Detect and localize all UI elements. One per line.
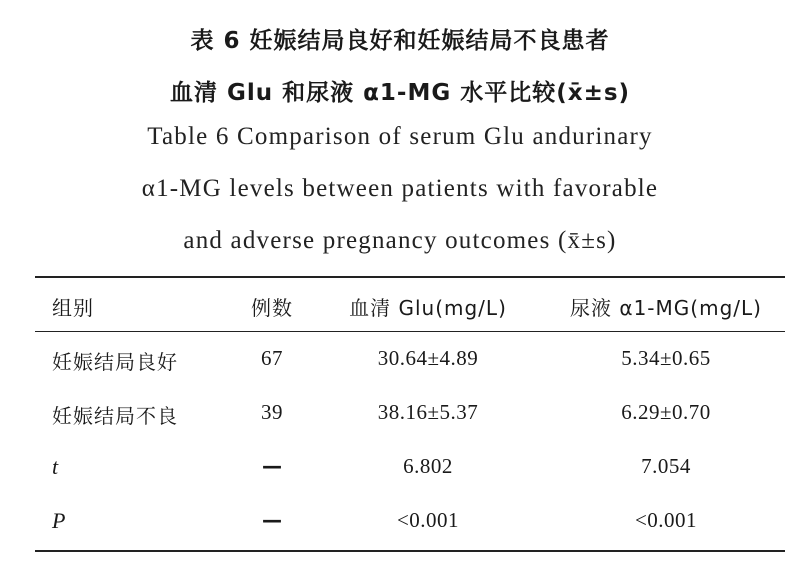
table-bottom-rule [35,550,785,552]
table-title-en-line2: α1-MG levels between patients with favorable [141,175,659,202]
header-serum-glu: 血清 Glu(mg/L) [349,296,507,320]
row-adverse-group: 妊娠结局不良 [52,404,178,428]
row-p-a1mg: <0.001 [634,508,698,532]
table-title-cn-line1: 表 6 妊娠结局良好和妊娠结局不良患者 [190,28,610,54]
header-urine-a1mg: 尿液 α1-MG(mg/L) [570,296,762,320]
table-header-rule [35,331,785,332]
table-title-en-line1: Table 6 Comparison of serum Glu andurinary [147,123,653,150]
row-adverse-a1mg: 6.29±0.70 [621,400,711,424]
table-top-rule [35,276,785,278]
row-adverse-glu: 38.16±5.37 [377,400,479,424]
row-t-a1mg: 7.054 [641,454,691,478]
row-t-count: — [262,454,282,478]
header-count: 例数 [251,296,293,320]
row-favorable-glu: 30.64±4.89 [377,346,479,370]
table-title-cn-line2: 血清 Glu 和尿液 α1-MG 水平比较(x̄±s) [169,80,631,106]
row-t-glu: 6.802 [403,454,453,478]
row-favorable-a1mg: 5.34±0.65 [621,346,711,370]
row-favorable-count: 67 [261,346,283,370]
row-t-label: t [52,454,59,479]
row-p-label: P [52,508,66,533]
row-favorable-group: 妊娠结局良好 [52,350,178,374]
table-title-en-line3: and adverse pregnancy outcomes (x̄±s) [183,227,617,254]
row-adverse-count: 39 [261,400,283,424]
row-p-count: — [262,508,282,532]
row-p-glu: <0.001 [396,508,460,532]
header-group: 组别 [52,296,94,320]
